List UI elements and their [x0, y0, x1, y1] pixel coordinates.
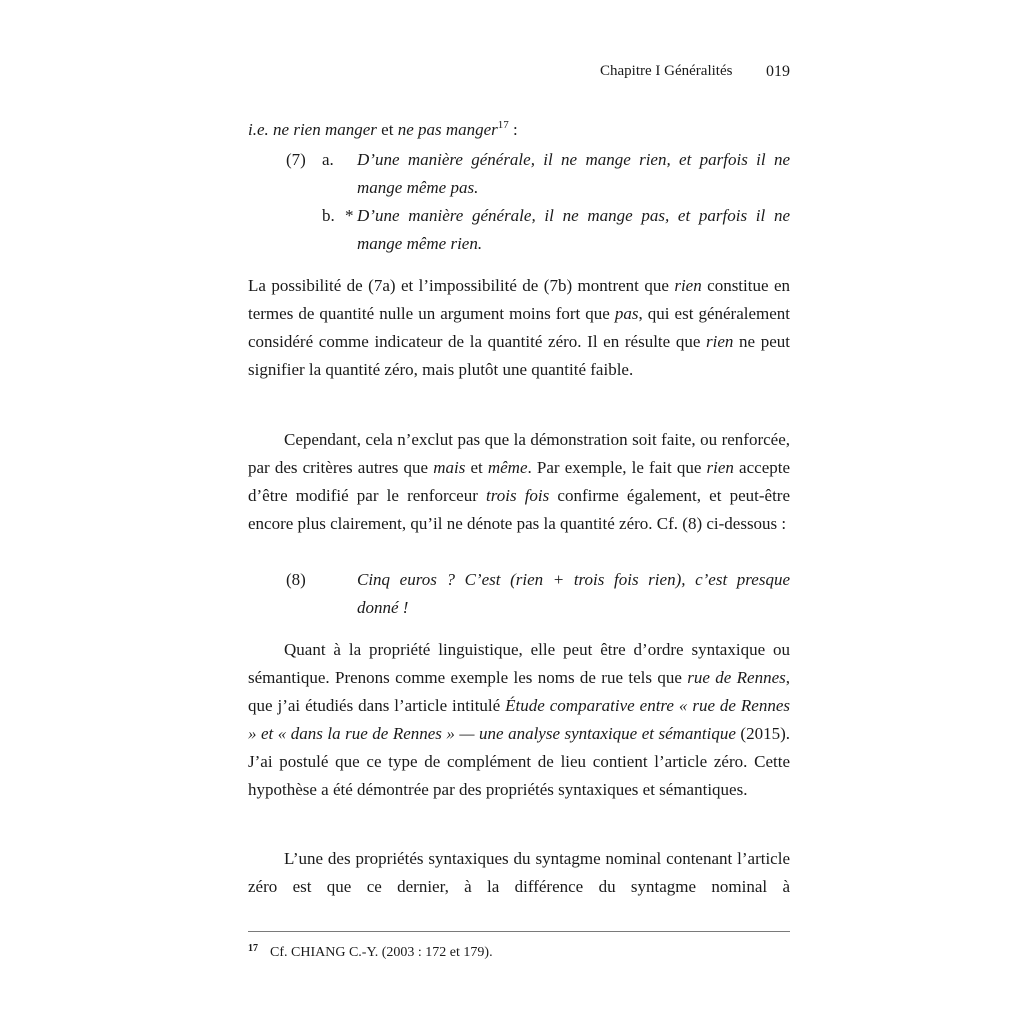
- paragraph-4: L’une des propriétés syntaxiques du syntagme nominal contenant l’article zéro est que ce dernier, à la différence du syntagme nominal à: [248, 849, 790, 896]
- phrase-ne-rien-manger: ne rien manger: [273, 120, 377, 139]
- example-7a-line2: mange même pas.: [357, 178, 479, 197]
- phrase-ne-pas-manger: ne pas manger: [397, 120, 498, 139]
- example-label-b: b.: [322, 206, 335, 225]
- text-run: . Par exemple, le fait que: [527, 458, 707, 477]
- italic-term: trois fois: [486, 486, 550, 505]
- text-run: (2015). J’ai postulé que ce type de complément de lieu contient l’article zéro. Cette hypothèse a été démontrée par des propriétés syntaxiques et sémantiques.: [248, 724, 790, 799]
- connector: et: [381, 120, 394, 139]
- text-run: Quant à la propriété linguistique, elle peut être d’ordre syntaxique ou sémantique. Prenons comme exemple les noms de rue tels que: [248, 640, 790, 687]
- running-header: [600, 63, 790, 81]
- example-7b-line1: D’une manière générale, il ne mange pas, et parfois il ne: [357, 206, 790, 225]
- italic-term: rien: [706, 458, 734, 477]
- colon: :: [513, 120, 518, 139]
- paragraph-3: [248, 636, 790, 804]
- text-run: constitue en termes de quantité nulle un argument moins fort que: [248, 276, 790, 323]
- text-run: , qui est généralement considéré comme indicateur de la quantité zéro. Il en résulte que: [248, 304, 791, 351]
- example-number: (8): [286, 570, 306, 589]
- example-number: (7): [286, 150, 306, 169]
- italic-term: rien: [706, 332, 734, 351]
- ungrammatical-star: *: [345, 206, 354, 225]
- page-number: 019: [766, 63, 790, 80]
- italic-term: mais: [433, 458, 466, 477]
- footnote-17: [248, 943, 493, 961]
- text-run: confirme également, et peut-être encore plus clairement, qu’il ne dénote pas la quantité zéro. Cf. (8) ci-dessous :: [248, 486, 791, 533]
- text-run: La possibilité de (7a) et l’impossibilité de (7b) montrent que: [248, 276, 675, 295]
- text-run: accepte d’être modifié par le renforceur: [248, 458, 791, 505]
- paragraph-1: [248, 272, 790, 384]
- footnote-number: 17: [248, 943, 258, 954]
- italic-term: rien: [674, 276, 702, 295]
- footnote-text: Cf. CHIANG C.-Y. (2003 : 172 et 179).: [270, 945, 493, 960]
- ie-abbrev: i.e.: [248, 120, 269, 139]
- text-run: et: [465, 458, 488, 477]
- text-run: Cependant, cela n’exclut pas que la démonstration soit faite, ou renforcée, par des critères autres que: [248, 430, 790, 477]
- example-8-line2: donné !: [357, 598, 409, 617]
- example-7b-line2: mange même rien.: [357, 234, 483, 253]
- italic-term: même: [487, 458, 528, 477]
- running-title: Chapitre I Généralités: [600, 63, 733, 79]
- example-7a-line1: D’une manière générale, il ne mange rien, et parfois il ne: [357, 150, 790, 169]
- example-label-a: a.: [322, 150, 334, 169]
- example-8-line1: Cinq euros ? C’est (rien + trois fois rien), c’est presque: [357, 570, 790, 589]
- footnote-separator: [248, 931, 790, 932]
- italic-term: rue de Rennes: [687, 668, 786, 687]
- text-run: ne peut signifier la quantité zéro, mais plutôt une quantité faible.: [248, 332, 790, 379]
- italic-term: pas: [614, 304, 639, 323]
- text-run: , que j’ai étudiés dans l’article intitulé: [248, 668, 790, 715]
- paragraph-2: [248, 426, 790, 538]
- article-title: Étude comparative entre « rue de Rennes » et « dans la rue de Rennes » — une analyse syntaxique et sémantique: [248, 696, 790, 743]
- footnote-ref: 17: [497, 119, 509, 131]
- intro-line: [248, 116, 790, 144]
